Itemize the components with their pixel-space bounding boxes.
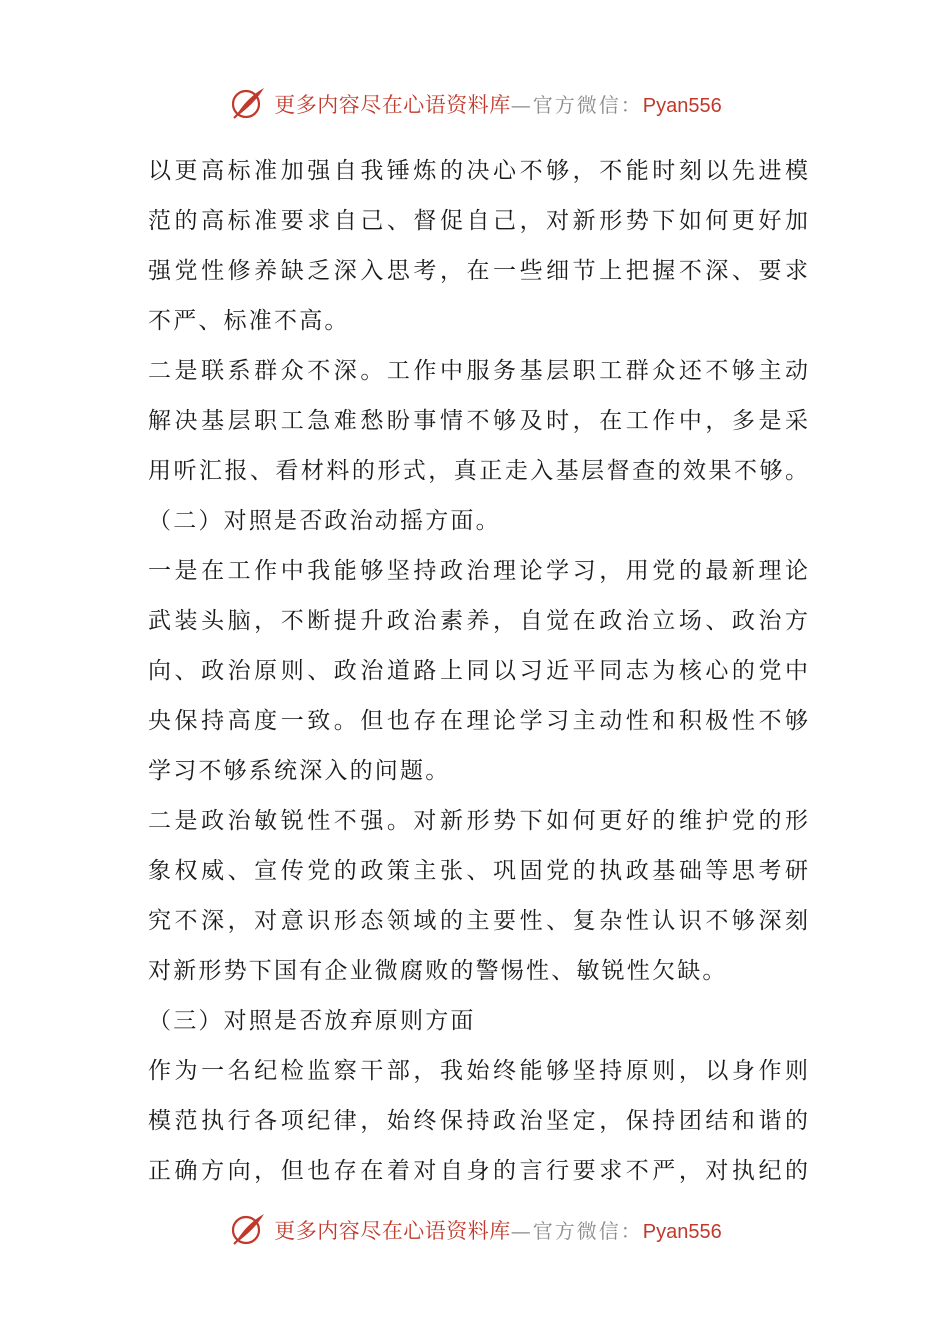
header-banner [0,84,950,124]
text-line: 二是联系群众不深。工作中服务基层职工群众还不够主动 [148,358,808,384]
text-line: 用听汇报、看材料的形式，真正走入基层督查的效果不够。 [148,458,808,484]
section-heading: （二）对照是否政治动摇方面。 [148,508,501,534]
footer-banner [0,1210,950,1250]
text-line: 武装头脑，不断提升政治素养，自觉在政治立场、政治方 [148,608,808,634]
text-line: 范的高标准要求自己、督促自己，对新形势下如何更好加 [148,208,808,234]
text-line: 一是在工作中我能够坚持政治理论学习，用党的最新理论 [148,558,808,584]
quill-logo-icon [228,84,268,124]
text-line: 究不深，对意识形态领域的主要性、复杂性认识不够深刻 [148,908,808,934]
footer-wechat-id: Pyan556 [642,1221,722,1243]
text-line: 央保持高度一致。但也存在理论学习主动性和积极性不够 [148,708,808,734]
text-line: 正确方向，但也存在着对自身的言行要求不严，对执纪的 [148,1158,808,1184]
document-body [148,146,808,1196]
footer-dash: —官方微信： [510,1219,643,1243]
header-brand: 更多内容尽在心语资料库 [274,93,511,117]
text-line: 不严、标准不高。 [148,308,350,334]
footer-brand: 更多内容尽在心语资料库 [274,1219,511,1243]
header-text [274,89,721,119]
text-line: 强党性修养缺乏深入思考，在一些细节上把握不深、要求 [148,258,808,284]
footer-text [274,1215,721,1245]
text-line: 模范执行各项纪律，始终保持政治坚定，保持团结和谐的 [148,1108,808,1134]
text-line: 以更高标准加强自我锤炼的决心不够，不能时刻以先进模 [148,158,808,184]
text-line: 作为一名纪检监察干部，我始终能够坚持原则，以身作则 [148,1058,808,1084]
text-line: 象权威、宣传党的政策主张、巩固党的执政基础等思考研 [148,858,808,884]
text-line: 对新形势下国有企业微腐败的警惕性、敏锐性欠缺。 [148,958,728,984]
text-line: 向、政治原则、政治道路上同以习近平同志为核心的党中 [148,658,808,684]
header-dash: —官方微信： [510,93,643,117]
section-heading: （三）对照是否放弃原则方面 [148,1008,476,1034]
header-wechat-id: Pyan556 [642,95,722,117]
text-line: 学习不够系统深入的问题。 [148,758,451,784]
text-line: 二是政治敏锐性不强。对新形势下如何更好的维护党的形 [148,808,808,834]
quill-logo-icon [228,1210,268,1250]
text-line: 解决基层职工急难愁盼事情不够及时，在工作中，多是采 [148,408,808,434]
